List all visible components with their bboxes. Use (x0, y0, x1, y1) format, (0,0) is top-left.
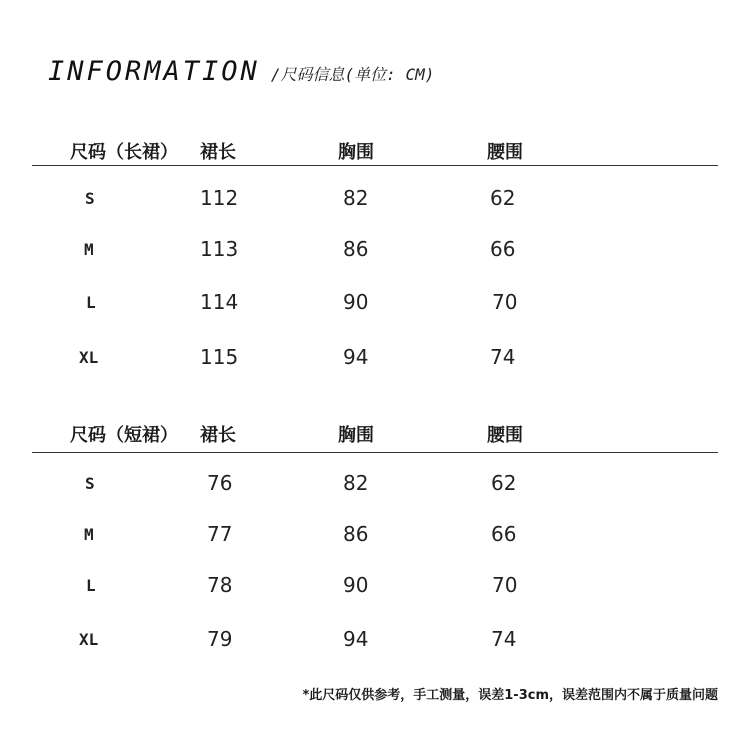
cell-waist: 62 (490, 186, 516, 210)
header-length: 裙长 (200, 142, 236, 163)
table-header (0, 130, 750, 170)
cell-length: 79 (207, 627, 233, 651)
cell-size: XL (79, 630, 99, 649)
cell-chest: 82 (343, 186, 369, 210)
cell-length: 115 (200, 345, 239, 369)
header-chest: 胸围 (338, 142, 374, 163)
cell-waist: 74 (490, 345, 516, 369)
cell-size: S (85, 474, 95, 493)
cell-waist: 66 (490, 237, 516, 261)
cell-waist: 66 (491, 522, 517, 546)
table-row (0, 345, 750, 375)
cell-chest: 82 (343, 471, 369, 495)
size-table-short (0, 413, 750, 651)
cell-size: XL (79, 348, 99, 367)
cell-waist: 70 (492, 573, 518, 597)
title-sub: /尺码信息(单位: CM) (270, 65, 435, 84)
size-table-long (0, 130, 750, 369)
cell-size: M (84, 240, 94, 259)
cell-length: 112 (200, 186, 239, 210)
table-row (0, 186, 750, 216)
cell-length: 114 (200, 290, 239, 314)
cell-length: 113 (200, 237, 239, 261)
table-row (0, 237, 750, 267)
cell-waist: 74 (491, 627, 517, 651)
cell-size: S (85, 189, 95, 208)
cell-chest: 94 (343, 627, 369, 651)
measurement-disclaimer: *此尺码仅供参考，手工测量，误差1-3cm，误差范围内不属于质量问题 (302, 688, 718, 703)
cell-length: 77 (207, 522, 233, 546)
header-size: 尺码（短裙） (70, 425, 178, 446)
table-row (0, 627, 750, 657)
header-length: 裙长 (200, 425, 236, 446)
table-row (0, 471, 750, 501)
title-main: INFORMATION (48, 56, 260, 87)
table-row (0, 290, 750, 320)
table-divider (32, 452, 718, 453)
cell-chest: 86 (343, 522, 369, 546)
cell-chest: 94 (343, 345, 369, 369)
cell-chest: 90 (343, 290, 369, 314)
table-divider (32, 165, 718, 166)
header-waist: 腰围 (487, 142, 523, 163)
cell-waist: 70 (492, 290, 518, 314)
header-chest: 胸围 (338, 425, 374, 446)
table-row (0, 573, 750, 603)
table-row (0, 522, 750, 552)
header-size: 尺码（长裙） (70, 142, 178, 163)
cell-chest: 86 (343, 237, 369, 261)
table-header (0, 413, 750, 453)
cell-length: 76 (207, 471, 233, 495)
cell-size: M (84, 525, 94, 544)
cell-waist: 62 (491, 471, 517, 495)
page-title (48, 56, 434, 87)
cell-size: L (86, 576, 96, 595)
cell-length: 78 (207, 573, 233, 597)
cell-chest: 90 (343, 573, 369, 597)
header-waist: 腰围 (487, 425, 523, 446)
cell-size: L (86, 293, 96, 312)
